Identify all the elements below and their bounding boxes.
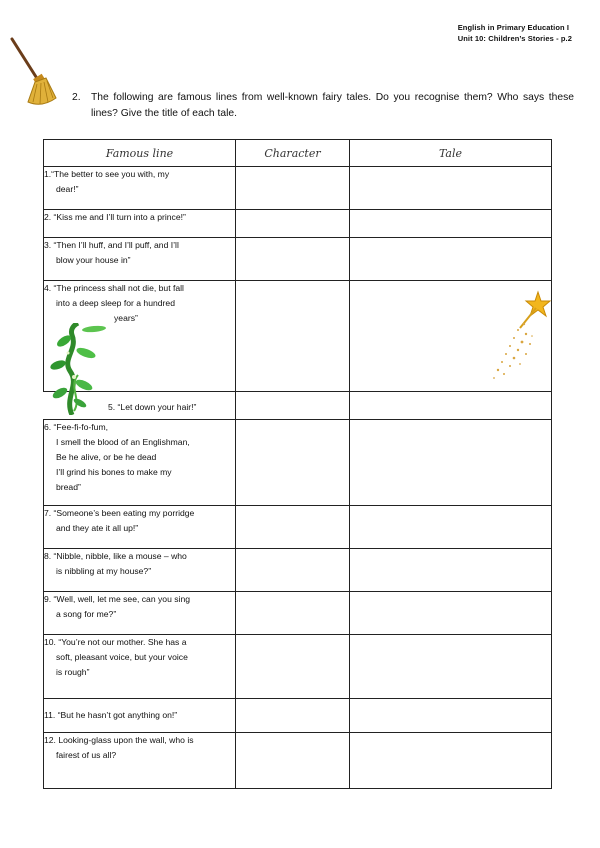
famous-line-cell (44, 549, 236, 592)
table-row (44, 549, 552, 592)
famous-line-text: 9. “Well, well, let me see, can you sing (44, 594, 190, 604)
table-header-row (44, 140, 552, 167)
character-answer-cell[interactable] (236, 392, 350, 420)
famous-line-cell (44, 238, 236, 281)
table-row (44, 592, 552, 635)
header-course: English in Primary Education I (457, 23, 570, 32)
famous-line-text: 11. “But he hasn’t got anything on!” (44, 710, 178, 720)
tale-answer-cell[interactable] (350, 392, 552, 420)
character-answer-cell[interactable] (236, 733, 350, 789)
table-row (44, 281, 552, 392)
table-row (44, 699, 552, 733)
famous-line-text: into a deep sleep for a hundred (56, 298, 175, 308)
famous-line-cell (44, 210, 236, 238)
famous-line-text: and they ate it all up!” (56, 523, 139, 533)
famous-line-text: 8. “Nibble, nibble, like a mouse – who (44, 551, 187, 561)
famous-line-text: a song for me?” (56, 609, 117, 619)
fairy-tale-table (43, 139, 552, 789)
character-answer-cell[interactable] (236, 506, 350, 549)
famous-line-text: 12. Looking-glass upon the wall, who is (44, 735, 194, 745)
famous-line-text: fairest of us all? (56, 750, 117, 760)
page-header (458, 22, 572, 44)
header-tale: Tale (350, 140, 552, 167)
tale-answer-cell[interactable] (350, 506, 552, 549)
header-character: Character (236, 140, 350, 167)
table-row (44, 210, 552, 238)
tale-answer-cell[interactable] (350, 210, 552, 238)
character-answer-cell[interactable] (236, 699, 350, 733)
table-row (44, 506, 552, 549)
character-answer-cell[interactable] (236, 238, 350, 281)
famous-line-cell (44, 592, 236, 635)
question-number: 2. (72, 92, 81, 103)
tale-answer-cell[interactable] (350, 699, 552, 733)
famous-line-text: 5. “Let down your hair!” (108, 402, 197, 412)
famous-line-text: bread” (56, 482, 81, 492)
famous-line-text: is rough” (56, 667, 90, 677)
famous-line-text: 6. “Fee-fi-fo-fum, (44, 422, 108, 432)
character-answer-cell[interactable] (236, 210, 350, 238)
famous-line-text: 3. “Then I’ll huff, and I’ll puff, and I’ll (44, 240, 179, 250)
table-row (44, 238, 552, 281)
famous-line-cell (44, 506, 236, 549)
character-answer-cell[interactable] (236, 167, 350, 210)
exercise-question (72, 90, 574, 122)
question-text: The following are famous lines from well-known fairy tales. Do you recognise them? Who says these lines? Give the title of each tale. (91, 92, 574, 119)
table-row (44, 635, 552, 699)
famous-line-text: I smell the blood of an Englishman, (56, 437, 190, 447)
tale-answer-cell[interactable] (350, 592, 552, 635)
famous-line-text: soft, pleasant voice, but your voice (56, 652, 188, 662)
famous-line-text: 2. “Kiss me and I’ll turn into a prince!” (44, 212, 186, 222)
famous-line-text: dear!” (56, 184, 79, 194)
tale-answer-cell[interactable] (350, 635, 552, 699)
character-answer-cell[interactable] (236, 592, 350, 635)
tale-answer-cell[interactable] (350, 167, 552, 210)
famous-line-text: Be he alive, or be he dead (56, 452, 157, 462)
magic-wand-star-icon (490, 288, 552, 384)
character-answer-cell[interactable] (236, 420, 350, 506)
famous-line-cell (44, 699, 236, 733)
famous-line-text: I’ll grind his bones to make my (56, 467, 172, 477)
character-answer-cell[interactable] (236, 281, 350, 392)
beanstalk-icon (50, 323, 112, 415)
header-unit: Unit 10: Children’s Stories - p.2 (457, 34, 572, 43)
character-answer-cell[interactable] (236, 635, 350, 699)
famous-line-text: 4. “The princess shall not die, but fall (44, 283, 184, 293)
famous-line-text: years” (114, 313, 138, 323)
table-row (44, 167, 552, 210)
famous-line-cell (44, 733, 236, 789)
famous-line-cell (44, 635, 236, 699)
famous-line-text: 10. “You’re not our mother. She has a (44, 637, 187, 647)
broom-icon (8, 36, 60, 108)
famous-line-cell (44, 420, 236, 506)
tale-answer-cell[interactable] (350, 420, 552, 506)
header-famous-line: Famous line (44, 140, 236, 167)
tale-answer-cell[interactable] (350, 549, 552, 592)
tale-answer-cell[interactable] (350, 238, 552, 281)
famous-line-cell (44, 167, 236, 210)
famous-line-text: 7. “Someone’s been eating my porridge (44, 508, 195, 518)
famous-line-text: blow your house in” (56, 255, 131, 265)
tale-answer-cell[interactable] (350, 733, 552, 789)
famous-line-text: is nibbling at my house?” (56, 566, 152, 576)
famous-line-text: 1.“The better to see you with, my (44, 169, 170, 179)
table-row (44, 420, 552, 506)
table-row (44, 733, 552, 789)
character-answer-cell[interactable] (236, 549, 350, 592)
